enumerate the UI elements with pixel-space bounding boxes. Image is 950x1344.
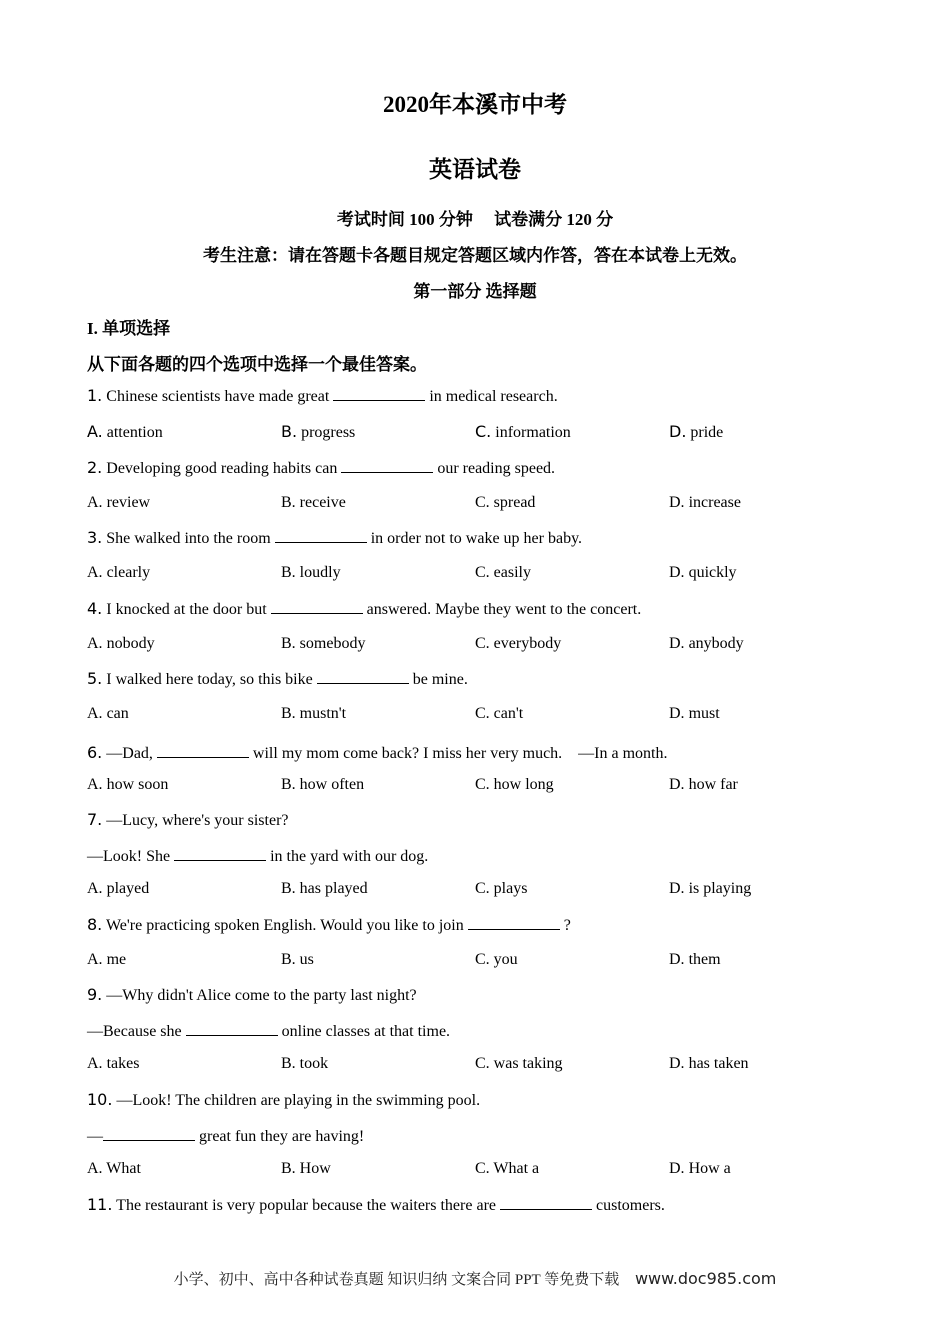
- option-choice[interactable]: [475, 635, 561, 653]
- question-text-after: ?: [563, 917, 571, 934]
- option-label: D.: [669, 1160, 685, 1177]
- question-number: 3.: [87, 528, 103, 547]
- question-stem: [87, 985, 417, 1005]
- footer-url: www.doc985.com: [634, 1269, 777, 1288]
- question-text: The restaurant is very popular because the waiters there are: [116, 1197, 496, 1214]
- question-text-after: customers.: [596, 1197, 665, 1214]
- option-label: C.: [475, 494, 490, 511]
- option-choice[interactable]: [281, 1160, 331, 1178]
- question-number: 2.: [87, 458, 103, 477]
- question-number: 6.: [87, 743, 103, 762]
- question-number: 11.: [87, 1195, 113, 1214]
- option-label: C.: [475, 776, 490, 793]
- option-choice[interactable]: [475, 494, 535, 512]
- option-choice[interactable]: [281, 1055, 328, 1073]
- option-row: [87, 564, 887, 586]
- option-choice[interactable]: [87, 494, 150, 512]
- option-label: B.: [281, 1160, 296, 1177]
- option-choice[interactable]: [475, 880, 527, 898]
- option-text: how far: [688, 776, 738, 793]
- option-choice[interactable]: [281, 776, 364, 794]
- question-stem-line2: [87, 846, 428, 866]
- question-text-after: in order not to wake up her baby.: [370, 530, 583, 547]
- question-text-after: our reading speed.: [437, 460, 556, 477]
- question-number: 5.: [87, 669, 103, 688]
- option-text: anybody: [688, 635, 744, 652]
- option-choice[interactable]: [87, 880, 149, 898]
- question-number: 7.: [87, 810, 103, 829]
- option-label: D.: [669, 1055, 685, 1072]
- option-text: how often: [299, 776, 365, 793]
- option-choice[interactable]: [669, 422, 723, 442]
- option-choice[interactable]: [281, 422, 355, 442]
- question-stem: [87, 458, 555, 478]
- option-text: easily: [493, 564, 531, 581]
- option-choice[interactable]: [669, 951, 721, 969]
- option-label: A.: [87, 951, 103, 968]
- question-text-after: online classes at that time.: [281, 1023, 451, 1040]
- option-choice[interactable]: [87, 422, 163, 442]
- option-text: you: [493, 951, 518, 968]
- question-text-after: great fun they are having!: [199, 1128, 365, 1145]
- subject-title: 英语试卷: [429, 157, 521, 182]
- question-stem: [87, 386, 558, 406]
- option-text: nobody: [106, 635, 155, 652]
- option-text: What a: [493, 1160, 540, 1177]
- option-label: C.: [475, 880, 490, 897]
- answer-blank[interactable]: [275, 528, 367, 543]
- option-text: review: [106, 494, 151, 511]
- option-choice[interactable]: [281, 564, 341, 582]
- option-text: how long: [493, 776, 554, 793]
- answer-blank[interactable]: [341, 458, 433, 473]
- option-text: was taking: [493, 1055, 563, 1072]
- question-stem: [87, 740, 668, 763]
- option-row: [87, 880, 887, 902]
- option-choice[interactable]: [281, 635, 365, 653]
- option-choice[interactable]: [475, 1160, 539, 1178]
- option-label: A.: [87, 564, 103, 581]
- question-stem: [87, 1195, 665, 1215]
- question-number: 1.: [87, 386, 103, 405]
- exam-info: 考试时间 100 分钟 试卷满分 120 分: [336, 210, 614, 229]
- option-label: B.: [281, 422, 298, 441]
- question-text: —Look! The children are playing in the swimming pool.: [116, 1092, 481, 1109]
- option-text: must: [688, 705, 720, 722]
- option-choice[interactable]: [669, 776, 738, 794]
- option-choice[interactable]: [669, 880, 751, 898]
- answer-blank[interactable]: [174, 846, 266, 861]
- question-text: Developing good reading habits can: [106, 460, 338, 477]
- option-label: C.: [475, 1160, 490, 1177]
- option-label: D.: [669, 635, 685, 652]
- option-label: B.: [281, 1055, 296, 1072]
- answer-blank[interactable]: [157, 743, 249, 758]
- question-text: —: [87, 1128, 103, 1145]
- option-text: everybody: [493, 635, 562, 652]
- option-label: D.: [669, 705, 685, 722]
- option-text: How a: [688, 1160, 731, 1177]
- option-text: has played: [299, 880, 368, 897]
- option-label: B.: [281, 564, 296, 581]
- option-choice[interactable]: [281, 705, 346, 723]
- question-text: —Look! She: [87, 848, 171, 865]
- option-choice[interactable]: [281, 880, 368, 898]
- page-footer: [0, 1268, 950, 1289]
- option-text: can't: [493, 705, 524, 722]
- option-label: B.: [281, 951, 296, 968]
- section-instruction: 从下面各题的四个选项中选择一个最佳答案。: [87, 355, 427, 374]
- question-text: —Lucy, where's your sister?: [106, 812, 289, 829]
- section-heading: I. 单项选择: [87, 319, 171, 338]
- question-text-after: in medical research.: [429, 388, 558, 405]
- option-text: spread: [493, 494, 536, 511]
- option-choice[interactable]: [669, 705, 720, 723]
- option-choice[interactable]: [87, 1160, 141, 1178]
- question-text: —Dad,: [106, 745, 153, 762]
- option-text: progress: [301, 424, 356, 441]
- question-number: 8.: [87, 915, 103, 934]
- option-choice[interactable]: [475, 951, 518, 969]
- option-label: A.: [87, 1055, 103, 1072]
- option-row: [87, 422, 887, 444]
- question-text: She walked into the room: [106, 530, 271, 547]
- option-choice[interactable]: [475, 564, 531, 582]
- option-choice[interactable]: [669, 564, 737, 582]
- question-text: Chinese scientists have made great: [106, 388, 330, 405]
- option-choice[interactable]: [475, 776, 554, 794]
- option-row: [87, 951, 887, 973]
- option-row: [87, 1160, 887, 1182]
- question-stem: [87, 915, 571, 935]
- option-choice[interactable]: [87, 1055, 139, 1073]
- option-text: quickly: [688, 564, 737, 581]
- option-text: pride: [690, 424, 724, 441]
- option-row: [87, 494, 887, 516]
- option-label: B.: [281, 776, 296, 793]
- question-stem-line2: [87, 1021, 450, 1041]
- answer-blank[interactable]: [317, 669, 409, 684]
- question-stem: [87, 669, 468, 689]
- question-text: I walked here today, so this bike: [106, 671, 313, 688]
- question-text-after: be mine.: [412, 671, 468, 688]
- option-choice[interactable]: [87, 776, 168, 794]
- option-label: C.: [475, 1055, 490, 1072]
- question-number: 4.: [87, 599, 103, 618]
- option-choice[interactable]: [669, 1160, 731, 1178]
- option-label: D.: [669, 564, 685, 581]
- answer-blank[interactable]: [186, 1021, 278, 1036]
- option-text: How: [299, 1160, 331, 1177]
- option-label: C.: [475, 422, 492, 441]
- option-text: information: [495, 424, 571, 441]
- answer-blank[interactable]: [333, 386, 425, 401]
- option-row: [87, 705, 887, 727]
- option-choice[interactable]: [475, 1055, 563, 1073]
- option-label: B.: [281, 705, 296, 722]
- option-label: C.: [475, 705, 490, 722]
- option-row: [87, 1055, 887, 1077]
- option-label: D.: [669, 494, 685, 511]
- option-text: attention: [106, 424, 163, 441]
- option-text: us: [299, 951, 314, 968]
- option-choice[interactable]: [87, 564, 150, 582]
- option-choice[interactable]: [669, 635, 744, 653]
- question-text: I knocked at the door but: [106, 601, 267, 618]
- option-label: C.: [475, 635, 490, 652]
- question-text-after: answered. Maybe they went to the concert.: [366, 601, 642, 618]
- option-row: [87, 776, 887, 798]
- question-stem: [87, 599, 641, 619]
- answer-blank[interactable]: [271, 599, 363, 614]
- question-stem: [87, 1090, 480, 1110]
- option-label: A.: [87, 776, 103, 793]
- option-label: D.: [669, 776, 685, 793]
- option-label: B.: [281, 635, 296, 652]
- option-text: them: [688, 951, 721, 968]
- option-text: how soon: [106, 776, 169, 793]
- option-text: plays: [493, 880, 528, 897]
- option-choice[interactable]: [281, 494, 346, 512]
- option-label: A.: [87, 1160, 103, 1177]
- question-text: —Because she: [87, 1023, 182, 1040]
- option-label: B.: [281, 494, 296, 511]
- question-stem: [87, 528, 582, 548]
- option-text: has taken: [688, 1055, 749, 1072]
- option-row: [87, 635, 887, 657]
- option-choice[interactable]: [281, 951, 314, 969]
- option-text: played: [106, 880, 150, 897]
- option-text: loudly: [299, 564, 341, 581]
- option-choice[interactable]: [87, 951, 126, 969]
- question-text: —Why didn't Alice come to the party last night?: [106, 987, 417, 1004]
- option-choice[interactable]: [87, 705, 129, 723]
- question-text: We're practicing spoken English. Would you like to join: [105, 917, 464, 934]
- option-label: D.: [669, 422, 687, 441]
- option-label: A.: [87, 422, 103, 441]
- answer-blank[interactable]: [103, 1126, 195, 1141]
- option-choice[interactable]: [475, 422, 571, 442]
- option-choice[interactable]: [669, 1055, 749, 1073]
- option-text: mustn't: [299, 705, 347, 722]
- question-number: 10.: [87, 1090, 113, 1109]
- option-label: A.: [87, 705, 103, 722]
- option-text: me: [106, 951, 127, 968]
- option-text: receive: [299, 494, 346, 511]
- question-text-after: will my mom come back? I miss her very much. —In a month.: [252, 745, 668, 762]
- answer-blank[interactable]: [500, 1195, 592, 1210]
- option-text: is playing: [688, 880, 752, 897]
- option-choice[interactable]: [87, 635, 155, 653]
- option-text: What: [106, 1160, 141, 1177]
- option-label: A.: [87, 635, 103, 652]
- option-label: A.: [87, 880, 103, 897]
- question-text-after: in the yard with our dog.: [270, 848, 429, 865]
- option-text: took: [299, 1055, 329, 1072]
- option-label: A.: [87, 494, 103, 511]
- exam-notice: 考生注意：请在答题卡各题目规定答题区域内作答，答在本试卷上无效。: [203, 246, 747, 265]
- option-label: B.: [281, 880, 296, 897]
- option-choice[interactable]: [669, 494, 741, 512]
- option-text: takes: [106, 1055, 140, 1072]
- option-label: D.: [669, 951, 685, 968]
- footer-text: 小学、初中、高中各种试卷真题 知识归纳 文案合同 PPT 等免费下载: [173, 1272, 620, 1288]
- answer-blank[interactable]: [468, 915, 560, 930]
- option-label: C.: [475, 564, 490, 581]
- question-number: 9.: [87, 985, 103, 1004]
- option-text: clearly: [106, 564, 151, 581]
- option-choice[interactable]: [475, 705, 523, 723]
- option-label: C.: [475, 951, 490, 968]
- option-text: somebody: [299, 635, 366, 652]
- question-stem-line2: [87, 1126, 364, 1146]
- page-title: 2020年本溪市中考: [383, 92, 567, 117]
- option-label: D.: [669, 880, 685, 897]
- option-text: can: [106, 705, 129, 722]
- option-text: increase: [688, 494, 741, 511]
- question-stem: [87, 810, 289, 830]
- part-heading: 第一部分 选择题: [413, 282, 537, 301]
